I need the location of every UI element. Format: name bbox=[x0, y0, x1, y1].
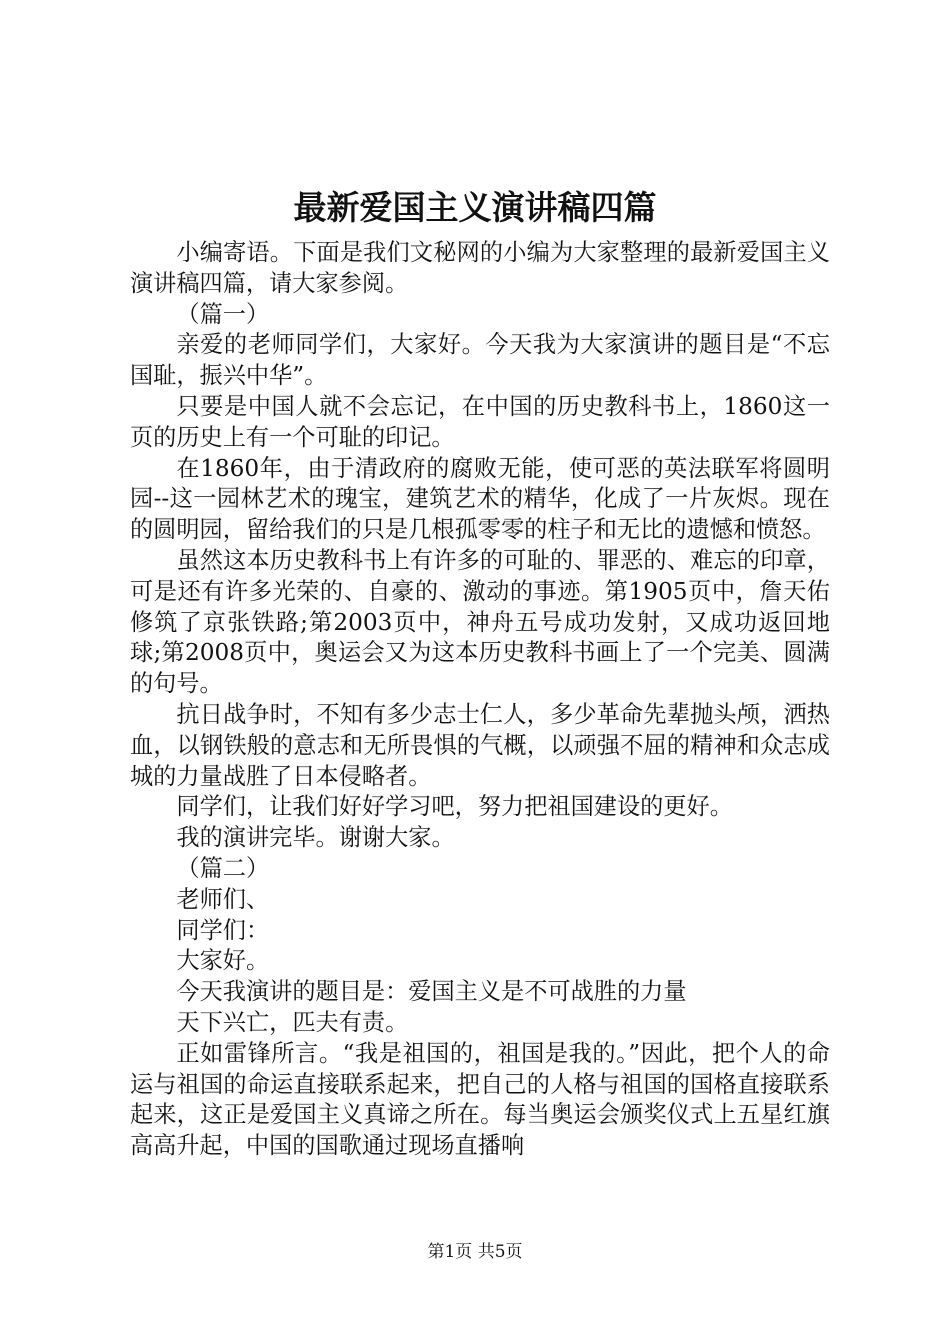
greeting-line: 大家好。 bbox=[176, 947, 270, 975]
paragraph: 今天我演讲的题目是：爱国主义是不可战胜的力量 bbox=[176, 978, 687, 1006]
paragraph: 虽然这本历史教科书上有许多的可耻的、罪恶的、难忘的印章，可是还有许多光荣的、自豪的、激动的事迹。第1905页中，詹天佑修筑了京张铁路;第2003页中，神舟五号成功发射，又成功返回地球;第2008页中，奥运会又为这本历史教科书画上了一个完美、圆满的句号。 bbox=[130, 546, 830, 698]
paragraph: 天下兴亡，匹夫有责。 bbox=[176, 1008, 409, 1036]
section-heading-1: （篇一） bbox=[176, 300, 270, 328]
paragraph-intro: 小编寄语。下面是我们文秘网的小编为大家整理的最新爱国主义演讲稿四篇，请大家参阅。 bbox=[130, 239, 830, 297]
paragraph: 同学们，让我们好好学习吧，努力把祖国建设的更好。 bbox=[176, 793, 733, 821]
salutation-line: 同学们： bbox=[176, 916, 270, 944]
page-footer: 第1页 共5页 bbox=[427, 1242, 523, 1262]
salutation-line: 老师们、 bbox=[176, 885, 270, 913]
paragraph: 我的演讲完毕。谢谢大家。 bbox=[176, 824, 455, 852]
paragraph: 只要是中国人就不会忘记，在中国的历史教科书上，1860这一页的历史上有一个可耻的印记。 bbox=[130, 392, 830, 451]
paragraph: 正如雷锋所言。“我是祖国的，祖国是我的。”因此，把个人的命运与祖国的命运直接联系起来，把自己的人格与祖国的国格直接联系起来，这正是爱国主义真谛之所在。每当奥运会颁奖仪式上五星红旗高高升起，中国的国歌通过现场直播响 bbox=[130, 1039, 830, 1160]
document-body bbox=[130, 238, 830, 1162]
document-title: 最新爱国主义演讲稿四篇 bbox=[293, 188, 657, 227]
paragraph: 在1860年，由于清政府的腐败无能，使可恶的英法联军将圆明园--这一园林艺术的瑰宝，建筑艺术的精华，化成了一片灰烬。现在的圆明园，留给我们的只是几根孤零零的柱子和无比的遗憾和愤怒。 bbox=[130, 454, 830, 544]
paragraph: 抗日战争时，不知有多少志士仁人，多少革命先辈抛头颅，洒热血，以钢铁般的意志和无所畏惧的气概，以顽强不屈的精神和众志成城的力量战胜了日本侵略者。 bbox=[130, 700, 830, 790]
section-heading-2: （篇二） bbox=[176, 854, 270, 882]
paragraph: 亲爱的老师同学们，大家好。今天我为大家演讲的题目是“不忘国耻，振兴中华”。 bbox=[130, 331, 830, 390]
